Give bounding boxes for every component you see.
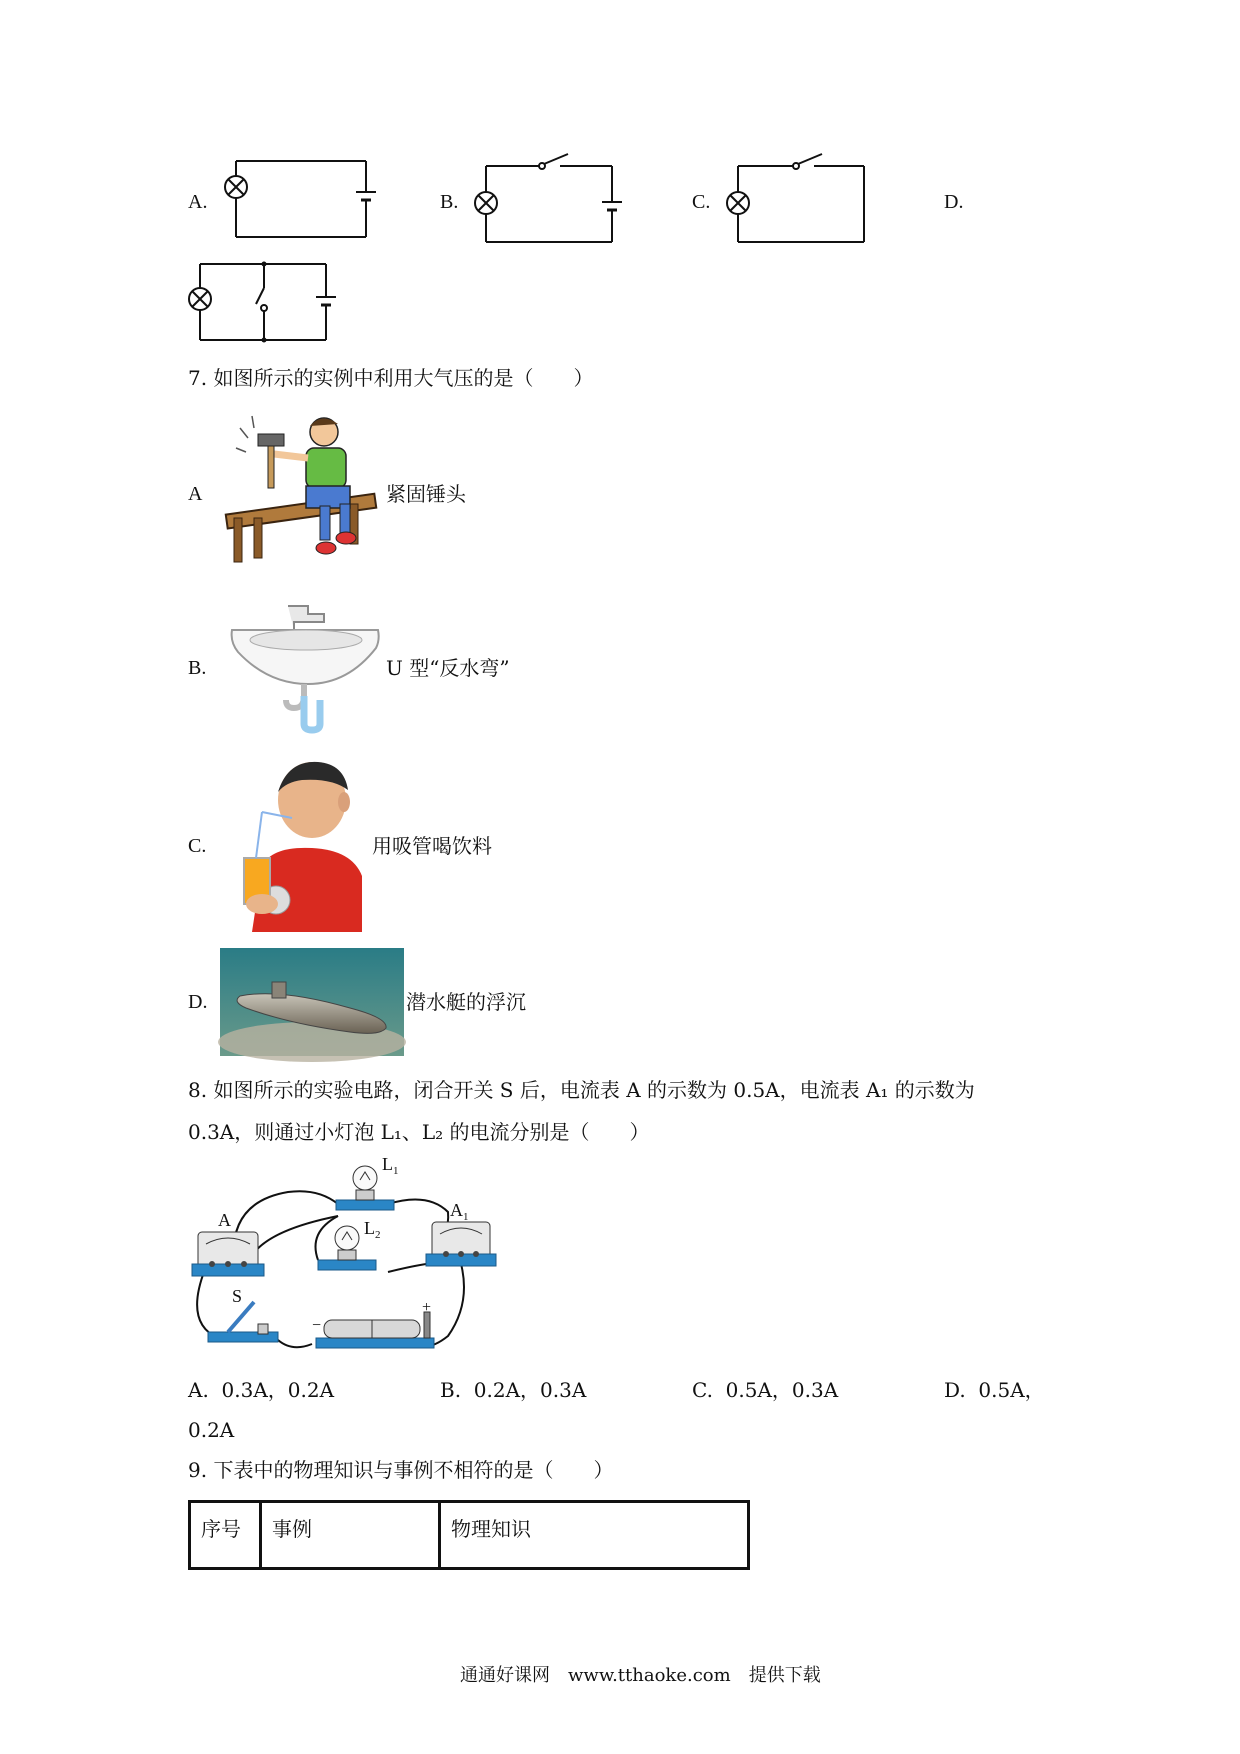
ammeter-a	[192, 1232, 264, 1276]
q6-option-c-label: C.	[692, 191, 711, 213]
q8-option-d	[944, 1378, 1045, 1402]
page-footer: 通通好课网 www.tthaoke.com 提供下载	[460, 1665, 821, 1686]
q8-option-a-label: A.	[188, 1378, 209, 1402]
q8-option-c-text: 0.5A，0.3A	[725, 1378, 839, 1402]
q7-option-d-label: D.	[188, 991, 208, 1013]
lamp-l1-label: L	[382, 1154, 393, 1174]
q7-option-b-text: U 型“反水弯”	[386, 656, 510, 680]
table-row	[190, 1502, 749, 1569]
lamp-l2-label: L	[364, 1218, 375, 1238]
table-header-cell: 物理知识	[440, 1502, 749, 1569]
battery-minus-label: −	[312, 1317, 322, 1334]
q8-option-a	[188, 1378, 334, 1402]
ammeter-a1	[426, 1222, 496, 1266]
battery-holder	[316, 1312, 434, 1348]
switch-s	[208, 1302, 278, 1342]
q8-option-c-label: C.	[692, 1378, 713, 1402]
q8-option-b	[440, 1378, 586, 1402]
battery-plus-label: +	[422, 1299, 432, 1316]
q6-circuit-b	[470, 150, 630, 250]
ammeter-a1-sub: 1	[463, 1211, 469, 1223]
child-straw-photo	[232, 756, 368, 932]
lamp-l1-sub: 1	[393, 1165, 399, 1177]
q8-stem-line1: 8. 如图所示的实验电路，闭合开关 S 后，电流表 A 的示数为 0.5A，电流表 A₁ 的示数为	[188, 1078, 975, 1102]
q7-option-b-label: B.	[188, 657, 207, 679]
q6-option-a-label: A.	[188, 191, 208, 213]
switch-s-label: S	[232, 1286, 243, 1306]
q6-circuit-c	[722, 150, 882, 250]
q6-option-d-label: D.	[944, 191, 964, 213]
q7-option-a-label: A	[188, 483, 203, 505]
q8-stem-line2: 0.3A，则通过小灯泡 L₁、L₂ 的电流分别是（ ）	[188, 1120, 650, 1144]
q8-option-a-text: 0.3A，0.2A	[221, 1378, 335, 1402]
table-header-cell: 事例	[261, 1502, 440, 1569]
q8-option-b-label: B.	[440, 1378, 462, 1402]
q7-option-a-text: 紧固锤头	[386, 482, 466, 506]
hammer-bench-illustration	[222, 408, 382, 568]
q8-option-d-text: 0.5A，	[978, 1378, 1045, 1402]
table-header-cell: 序号	[190, 1502, 261, 1569]
q9-table	[188, 1500, 750, 1570]
q6-circuit-a	[220, 155, 380, 245]
q6-circuit-d	[186, 258, 336, 348]
q8-circuit-diagram	[188, 1152, 508, 1360]
q8-option-d-label: D.	[944, 1378, 966, 1402]
q6-option-b-label: B.	[440, 191, 459, 213]
q9-stem: 9. 下表中的物理知识与事例不相符的是（ ）	[188, 1458, 614, 1482]
q7-option-d-text: 潜水艇的浮沉	[406, 990, 526, 1014]
ammeter-a1-label: A	[450, 1200, 463, 1220]
q7-option-c-label: C.	[188, 835, 207, 857]
ammeter-a-label: A	[218, 1210, 231, 1230]
q7-option-c-text: 用吸管喝饮料	[372, 834, 492, 858]
q8-option-c	[692, 1378, 838, 1402]
q8-option-b-text: 0.2A，0.3A	[473, 1378, 587, 1402]
submarine-photo	[220, 948, 404, 1056]
lamp-l2-sub: 2	[375, 1229, 381, 1241]
q7-stem: 7. 如图所示的实例中利用大气压的是（ ）	[188, 366, 594, 390]
q8-option-d-wrap: 0.2A	[188, 1418, 235, 1442]
sink-u-trap-illustration	[228, 600, 388, 730]
